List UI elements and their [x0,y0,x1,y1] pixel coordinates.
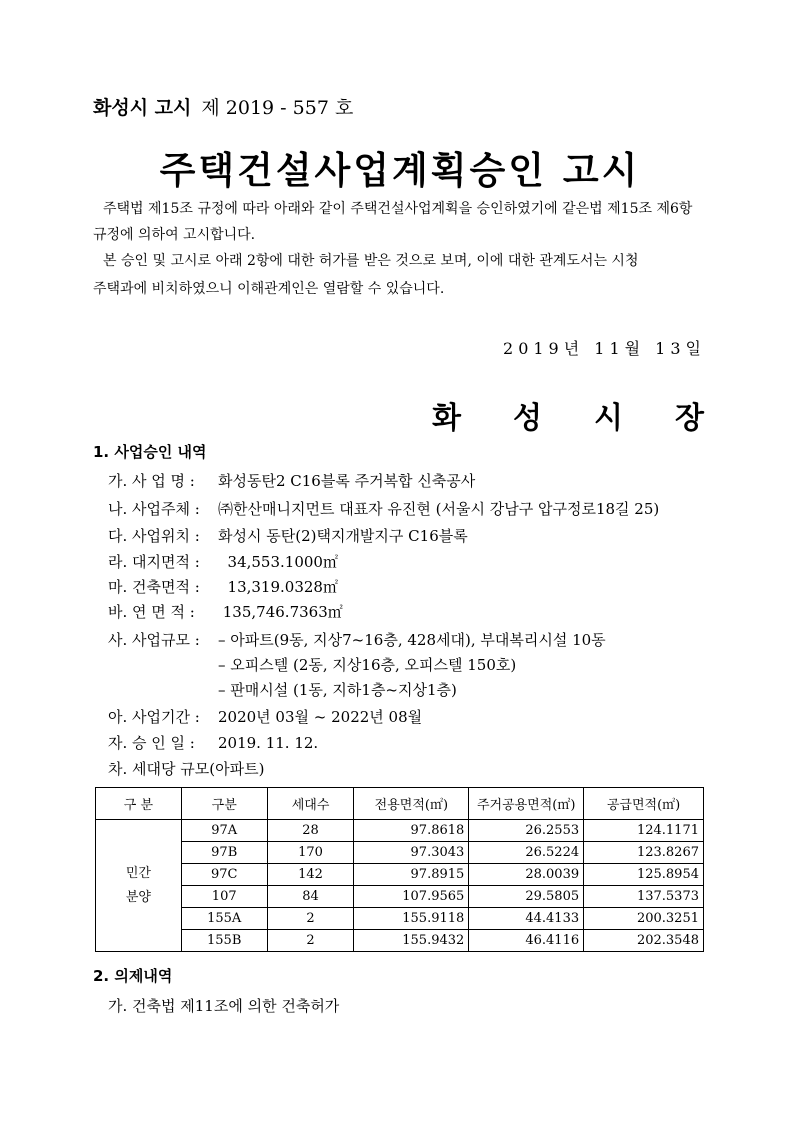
group-cell [96,820,182,952]
column-header: 구분 [181,788,267,820]
scale-sub-item: – 판매시설 (1동, 지하1층~지상1층) [218,681,457,699]
section-2-heading: 2. 의제내역 [93,967,173,985]
detail-value: 13,319.0328㎡ [218,578,338,596]
exclusive-area-cell: 155.9118 [354,908,469,930]
detail-label: 바. 연 면 적 : [108,603,195,621]
detail-item [108,470,475,491]
scale-sub-item: – 오피스텔 (2동, 지상16층, 오피스텔 150호) [218,656,517,674]
households-cell: 28 [267,820,354,842]
common-area-cell: 29.5805 [469,886,584,908]
column-header: 공급면적(㎡) [584,788,704,820]
detail-value: 2020년 03월 ~ 2022년 08월 [218,708,423,726]
exclusive-area-cell: 107.9565 [354,886,469,908]
common-area-cell: 46.4116 [469,930,584,952]
type-cell: 155B [181,930,267,952]
section-1-heading: 1. 사업승인 내역 [93,443,207,461]
intro-line-2: 규정에 의하여 고시합니다. [93,227,256,243]
issuer-signature [432,393,704,437]
detail-value: 화성동탄2 C16블록 주거복합 신축공사 [218,472,476,490]
notice-number [93,93,353,120]
supply-area-cell: 124.1171 [584,820,704,842]
type-cell: 97B [181,842,267,864]
detail-value: 34,553.1000㎡ [218,553,338,571]
households-cell: 142 [267,864,354,886]
unit-size-table [95,787,704,952]
supply-area-cell: 123.8267 [584,842,704,864]
table-row [96,842,704,864]
notice-number-value: 제 2019 - 557 호 [201,97,354,119]
issuer-char: 시 [594,401,623,436]
intro-line-3: 본 승인 및 고시로 아래 2항에 대한 허가를 받은 것으로 보며, 이에 대한 관계도서는 시청 [103,253,639,269]
column-header: 전용면적(㎡) [354,788,469,820]
intro-line-4: 주택과에 비치하였으니 이해관계인은 열람할 수 있습니다. [93,281,445,297]
table-header-row [96,788,704,820]
detail-value: 135,746.7363㎡ [218,603,343,621]
detail-item [108,629,606,650]
group-label: 민간 [125,865,151,881]
table-row [96,864,704,886]
column-header: 세대수 [267,788,354,820]
group-label: 분양 [125,889,151,905]
detail-value: – 아파트(9동, 지상7~16층, 428세대), 부대복리시설 10동 [218,631,606,649]
households-cell: 2 [267,908,354,930]
issuer-char: 화 [432,401,461,436]
type-cell: 97C [181,864,267,886]
detail-value: 2019. 11. 12. [218,734,319,752]
detail-item [108,525,468,546]
column-header: 구 분 [96,788,182,820]
detail-label: 사. 사업규모 : [108,631,200,649]
detail-label: 아. 사업기간 : [108,708,200,726]
detail-label: 가. 사 업 명 : [108,472,195,490]
deemed-permit-item: 가. 건축법 제11조에 의한 건축허가 [108,997,340,1015]
table-caption: 차. 세대당 규모(아파트) [108,760,265,778]
detail-label: 다. 사업위치 : [108,527,200,545]
type-cell: 97A [181,820,267,842]
exclusive-area-cell: 97.3043 [354,842,469,864]
table-row [96,820,704,842]
households-cell: 170 [267,842,354,864]
column-header: 주거공용면적(㎡) [469,788,584,820]
detail-item [108,498,659,519]
common-area-cell: 26.2553 [469,820,584,842]
notice-label: 화성시 고시 [93,97,192,119]
detail-label: 나. 사업주체 : [108,500,200,518]
common-area-cell: 28.0039 [469,864,584,886]
households-cell: 2 [267,930,354,952]
detail-item [108,732,318,753]
common-area-cell: 44.4133 [469,908,584,930]
intro-line-1: 주택법 제15조 규정에 따라 아래와 같이 주택건설사업계획을 승인하였기에 같은법 제15조 제6항 [103,201,693,217]
detail-item [108,601,343,622]
households-cell: 84 [267,886,354,908]
exclusive-area-cell: 97.8915 [354,864,469,886]
page-title: 주택건설사업계획승인 고시 [159,148,641,192]
detail-item [108,706,422,727]
detail-label: 라. 대지면적 : [108,553,200,571]
issuer-char: 장 [675,401,704,436]
common-area-cell: 26.5224 [469,842,584,864]
exclusive-area-cell: 97.8618 [354,820,469,842]
exclusive-area-cell: 155.9432 [354,930,469,952]
supply-area-cell: 200.3251 [584,908,704,930]
detail-label: 마. 건축면적 : [108,578,200,596]
notice-date: 2019년 11월 13일 [503,339,706,358]
supply-area-cell: 137.5373 [584,886,704,908]
detail-value: ㈜한산매니지먼트 대표자 유진현 (서울시 강남구 압구정로18길 25) [218,500,660,518]
type-cell: 155A [181,908,267,930]
detail-item [108,551,338,572]
detail-label: 자. 승 인 일 : [108,734,195,752]
detail-value: 화성시 동탄(2)택지개발지구 C16블록 [218,527,468,545]
supply-area-cell: 202.3548 [584,930,704,952]
type-cell: 107 [181,886,267,908]
table-row [96,886,704,908]
table-row [96,908,704,930]
detail-item [108,576,338,597]
supply-area-cell: 125.8954 [584,864,704,886]
issuer-char: 성 [513,401,542,436]
table-row [96,930,704,952]
